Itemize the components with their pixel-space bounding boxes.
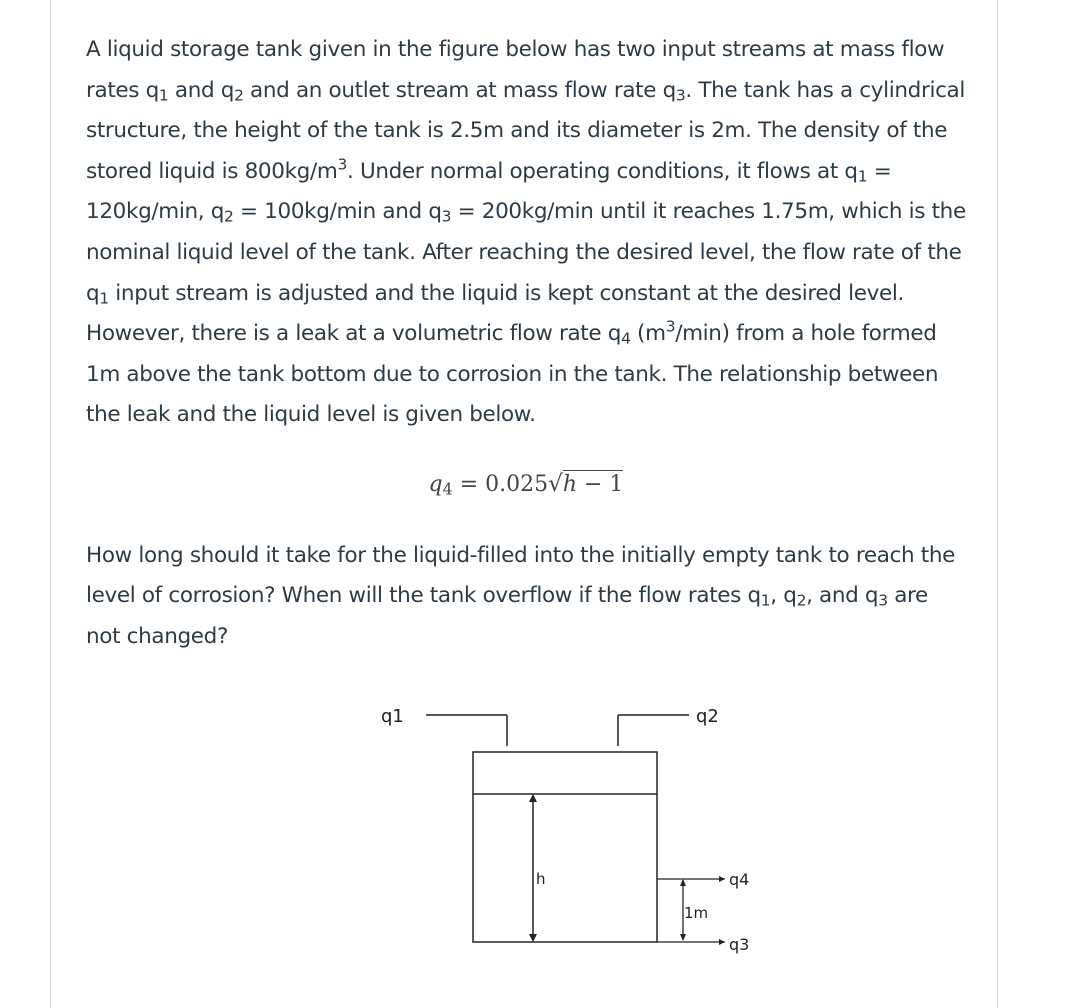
text-run: , q bbox=[770, 583, 797, 609]
subscript: 2 bbox=[224, 207, 234, 226]
equation-radicand-rest: − 1 bbox=[577, 471, 624, 497]
subscript: 3 bbox=[878, 591, 888, 610]
text-run: and an outlet stream at mass flow rate q bbox=[243, 77, 676, 103]
square-root-symbol: √ bbox=[548, 470, 563, 497]
one-meter-arrow-top bbox=[680, 879, 686, 886]
text-run: , and q bbox=[806, 583, 879, 609]
subscript: 4 bbox=[621, 329, 631, 348]
text-run: = 120kg/min, q bbox=[86, 158, 892, 225]
subscript: 1 bbox=[857, 167, 868, 186]
text-run: = 200kg/min until it reaches 1.75m, which is the nominal liquid level of the tank. After reaching the desired level, the flow rate of the q bbox=[86, 199, 966, 306]
equation-equals: = bbox=[452, 471, 486, 497]
label-q3: q3 bbox=[729, 935, 750, 954]
equation-coefficient: 0.025 bbox=[485, 471, 549, 497]
label-q4: q4 bbox=[729, 870, 750, 889]
equation-subscript: 4 bbox=[442, 479, 453, 499]
equation-lhs bbox=[429, 472, 453, 497]
subscript: 2 bbox=[796, 591, 807, 610]
subscript: 3 bbox=[441, 207, 452, 226]
text-run: (m bbox=[630, 321, 666, 347]
text-run: /min) from a hole formed 1m above the tank bottom due to corrosion in the tank. The relationship between the leak and the liquid level is given below. bbox=[86, 321, 939, 428]
label-h: h bbox=[536, 870, 546, 888]
label-q1: q1 bbox=[381, 706, 404, 727]
height-arrow-bottom bbox=[529, 934, 537, 942]
superscript: 3 bbox=[337, 155, 347, 174]
height-arrow-top bbox=[529, 794, 537, 802]
problem-statement bbox=[86, 30, 966, 436]
text-run: . The tank has a cylindrical structure, the height of the tank is 2.5m and its diameter is 2m. The density of the stored liquid is 800kg/m bbox=[86, 77, 966, 184]
one-meter-arrow-bottom bbox=[680, 934, 686, 941]
text-run: . Under normal operating conditions, it flows at q bbox=[346, 158, 858, 184]
text-run: input stream is adjusted and the liquid is kept constant at the desired level. However, there is a leak at a volumetric flow rate q bbox=[86, 280, 904, 347]
leak-equation bbox=[86, 464, 966, 506]
question-statement bbox=[86, 536, 966, 658]
tank-outline bbox=[473, 752, 657, 942]
text-run: are not changed? bbox=[86, 583, 928, 649]
tank-diagram bbox=[351, 694, 771, 964]
question-content bbox=[86, 30, 966, 657]
text-run: = 100kg/min and q bbox=[233, 199, 442, 225]
label-q2: q2 bbox=[696, 706, 719, 727]
label-1m: 1m bbox=[684, 904, 709, 922]
question-card bbox=[50, 0, 998, 1008]
equation-variable: q bbox=[428, 471, 443, 497]
subscript: 1 bbox=[760, 591, 771, 610]
subscript: 2 bbox=[234, 85, 244, 104]
subscript: 3 bbox=[675, 85, 686, 104]
subscript: 1 bbox=[158, 85, 169, 104]
equation-variable-h: h bbox=[562, 471, 578, 497]
text-run: and q bbox=[168, 77, 235, 103]
equation-radicand bbox=[563, 470, 624, 497]
text-run: A liquid storage tank given in the figure below has two input streams at mass flow rates q bbox=[86, 37, 945, 103]
subscript: 1 bbox=[99, 288, 109, 307]
text-run: How long should it take for the liquid-filled into the initially empty tank to reach the level of corrosion? When will the tank overflow if the flow rates q bbox=[86, 542, 956, 609]
superscript: 3 bbox=[665, 317, 676, 336]
